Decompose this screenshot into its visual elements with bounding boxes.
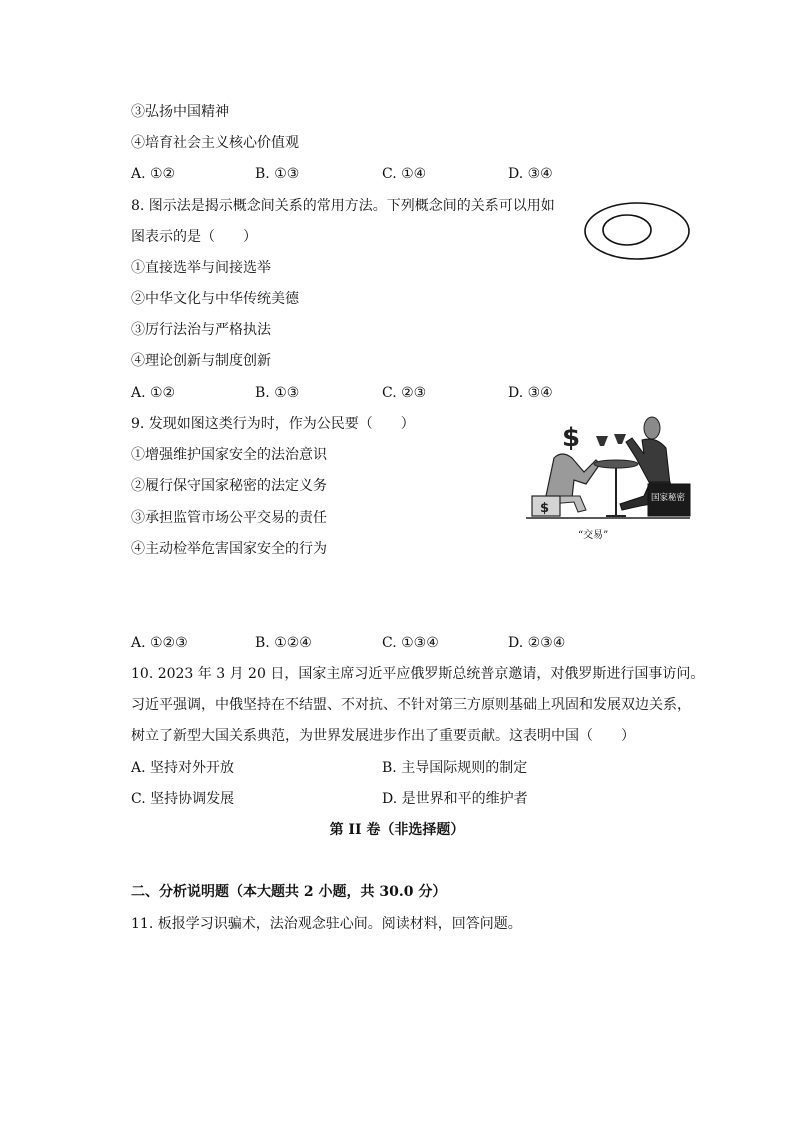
q10-options-row2 — [131, 790, 571, 808]
q9-item-4: ④主动检举危害国家安全的行为 — [131, 541, 327, 557]
concept-diagram-ellipses — [582, 200, 692, 262]
q10-option-b[interactable]: B. 主导国际规则的制定 — [382, 760, 528, 776]
dollar-head-sign: $ — [562, 423, 581, 453]
part2-heading: 第 II 卷（非选择题） — [329, 822, 465, 838]
q8-option-d[interactable]: D. ③④ — [508, 385, 553, 401]
q8-option-b[interactable]: B. ①③ — [255, 385, 300, 401]
q9-option-b[interactable]: B. ①②④ — [255, 635, 312, 651]
q7-option-c[interactable]: C. ①④ — [382, 166, 427, 182]
q10-option-d[interactable]: D. 是世界和平的维护者 — [382, 791, 528, 807]
q9-option-a[interactable]: A. ①②③ — [131, 635, 188, 651]
trade-cartoon — [524, 414, 692, 524]
q8-option-c[interactable]: C. ②③ — [382, 385, 427, 401]
q8-item-2: ②中华文化与中华传统美德 — [131, 291, 299, 307]
q9-item-3: ③承担监管市场公平交易的责任 — [131, 510, 327, 526]
q9-option-d[interactable]: D. ②③④ — [508, 635, 566, 651]
q9-item-1: ①增强维护国家安全的法治意识 — [131, 447, 327, 463]
q8-item-3: ③厉行法治与严格执法 — [131, 322, 271, 338]
section2-heading: 二、分析说明题（本大题共 2 小题，共 30.0 分） — [131, 884, 447, 900]
q7-options — [131, 165, 571, 183]
q10-option-a[interactable]: A. 坚持对外开放 — [131, 760, 235, 776]
q7-option-a[interactable]: A. ①② — [131, 166, 176, 182]
q10-stem-line1: 10. 2023 年 3 月 20 日，国家主席习近平应俄罗斯总统普京邀请，对俄罗斯进行国事访问。 — [131, 666, 705, 682]
q8-stem-line2: 图表示的是（ ） — [131, 229, 257, 245]
q10-stem-line2: 习近平强调，中俄坚持在不结盟、不对抗、不针对第三方原则基础上巩固和发展双边关系， — [131, 697, 691, 713]
q9-stem: 9. 发现如图这类行为时，作为公民要（ ） — [131, 416, 415, 432]
table-top — [594, 460, 638, 468]
q9-options — [131, 634, 571, 652]
money-bag-sign: $ — [540, 501, 550, 516]
q8-item-1: ①直接选举与间接选举 — [131, 260, 271, 276]
q8-option-a[interactable]: A. ①② — [131, 385, 176, 401]
q11-stem: 11. 板报学习识骗术，法治观念驻心间。阅读材料，回答问题。 — [131, 916, 522, 932]
secret-box-label: 国家秘密 — [651, 493, 686, 503]
q8-options — [131, 384, 571, 402]
left-figure-body — [546, 454, 600, 498]
inner-ellipse — [603, 215, 651, 245]
q10-stem-line3: 树立了新型大国关系典范，为世界发展进步作出了重要贡献。这表明中国（ ） — [131, 728, 635, 744]
q9-option-c[interactable]: C. ①③④ — [382, 635, 439, 651]
q9-item-2: ②履行保守国家秘密的法定义务 — [131, 478, 327, 494]
glass-left — [596, 436, 608, 446]
q7-option-b[interactable]: B. ①③ — [255, 166, 300, 182]
q10-options-row1 — [131, 759, 571, 777]
q10-option-c[interactable]: C. 坚持协调发展 — [131, 791, 235, 807]
q8-stem-line1: 8. 图示法是揭示概念间关系的常用方法。下列概念间的关系可以用如 — [131, 198, 555, 214]
q8-item-4: ④理论创新与制度创新 — [131, 353, 271, 369]
outer-ellipse — [585, 203, 689, 259]
right-figure-head — [644, 417, 660, 439]
statement-3: ③弘扬中国精神 — [131, 104, 229, 120]
statement-4: ④培育社会主义核心价值观 — [131, 135, 299, 151]
glass-right — [614, 434, 626, 444]
cartoon-caption: “交易” — [578, 530, 609, 541]
q7-option-d[interactable]: D. ③④ — [508, 166, 553, 182]
